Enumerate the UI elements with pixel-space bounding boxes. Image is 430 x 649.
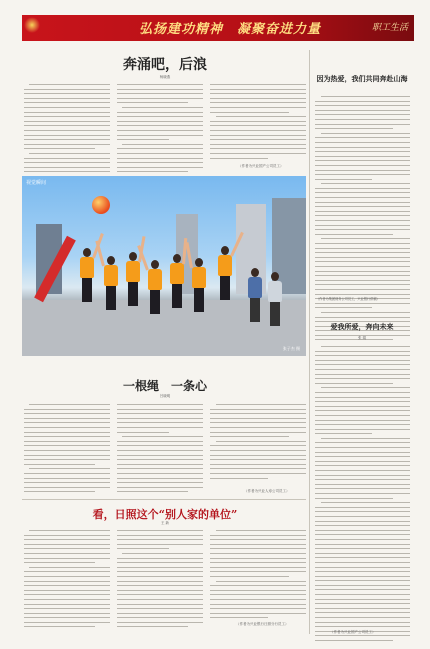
banner-slogan: 弘扬建功精神 凝聚奋进力量: [138, 22, 321, 37]
article-3-col-2: [117, 404, 203, 496]
article-5-col-1: [24, 530, 110, 631]
article-4-title: 爱我所爱，奔向未来: [330, 322, 394, 331]
article-4-author: 张 娟: [357, 336, 367, 340]
logo-emblem-icon: [24, 17, 40, 33]
article-1-title: 奔涌吧，后浪: [123, 57, 207, 73]
article-4-body: [315, 346, 410, 645]
article-1-col-2: [117, 84, 203, 176]
photo-credit: 张子杰 摄: [282, 346, 300, 351]
article-5-title: 看，日照这个“别人家的单位”: [92, 508, 238, 521]
article-1-col-1: [24, 84, 110, 176]
masthead-banner: [22, 15, 414, 41]
edition-label: 职工生活: [371, 23, 408, 33]
article-1-col-3: [210, 84, 306, 162]
article-5-footnote: （作者为兴业银行日照分行员工）: [236, 622, 289, 626]
article-3-col-1: [24, 404, 110, 496]
article-1-footnote: （作者为兴业国产公司员工）: [238, 164, 284, 168]
article-2-footnote: （作者为集团财务公司员工，兴业银行供稿）: [316, 297, 380, 301]
plaza-ground: [22, 300, 306, 356]
article-3-footnote: （作者为兴业人寿公司员工）: [244, 489, 290, 493]
publication-logo: [24, 17, 104, 39]
article-5-col-2: [117, 530, 203, 631]
article-1-author: 杨晓燕: [159, 75, 171, 79]
article-5-author: 王 新: [160, 521, 170, 525]
ball-icon: [92, 196, 110, 214]
team-photo: [22, 176, 306, 356]
article-4-footnote: （作者为兴业国产公司员工）: [330, 630, 376, 634]
article-3-title: 一根绳 一条心: [122, 379, 207, 393]
section-divider: [22, 499, 306, 500]
photo-tag: 视觉瞬间: [26, 180, 47, 186]
article-5-col-3: [210, 530, 306, 622]
article-2-body: [315, 96, 410, 344]
article-2-title: 因为热爱，我们共同奔赴山海: [316, 74, 408, 83]
article-3-author: 吕晓明: [159, 394, 171, 398]
article-3-col-3: [210, 404, 306, 482]
column-divider: [309, 50, 310, 634]
